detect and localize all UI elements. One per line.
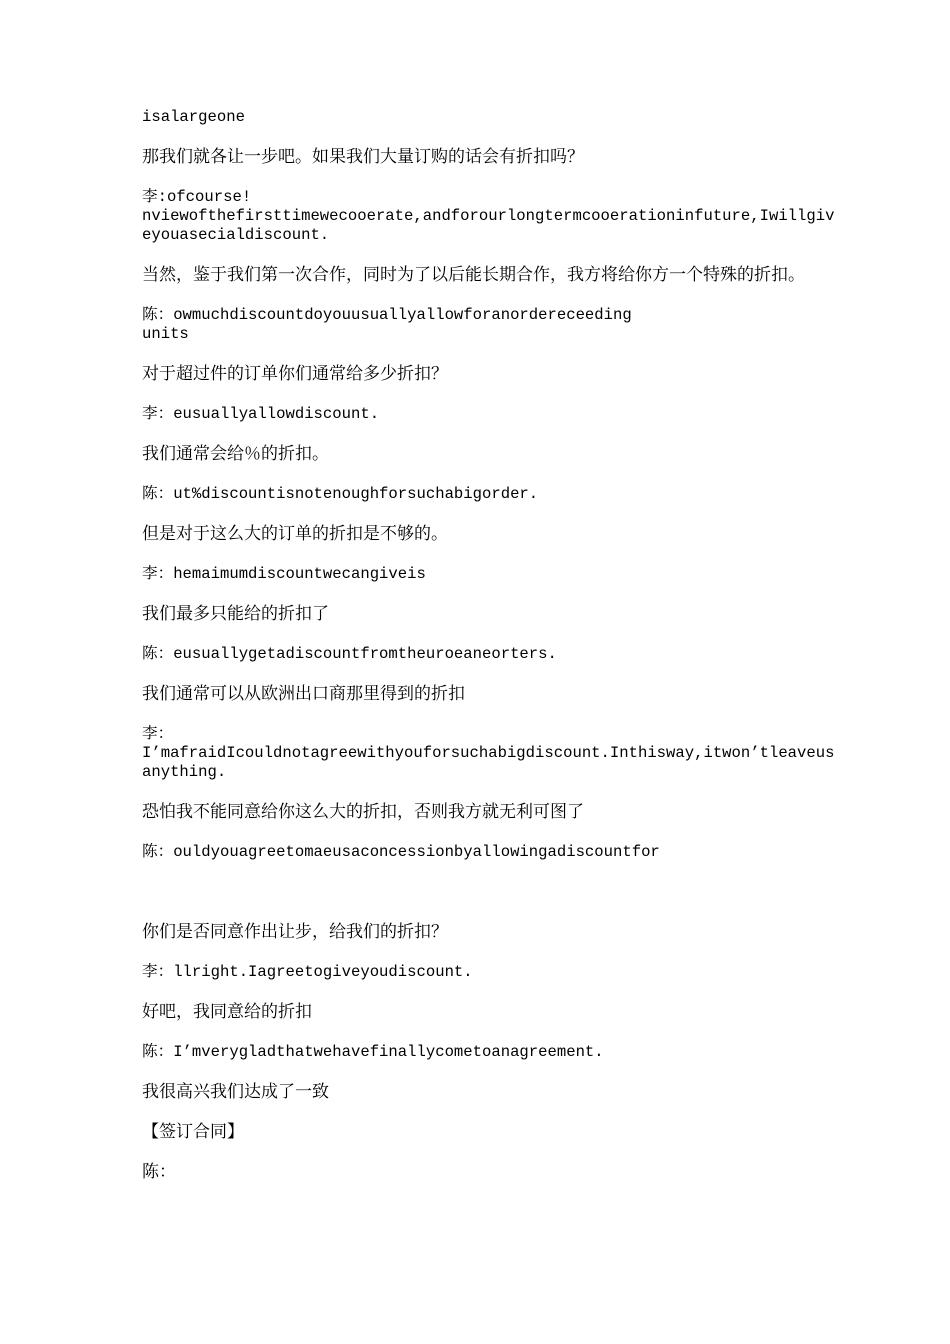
paragraph-14: 我们通常可以从欧洲出口商那里得到的折扣 <box>142 684 465 704</box>
paragraph-10: 但是对于这么大的订单的折扣是不够的。 <box>142 524 448 544</box>
paragraph-13: 陈：eusuallygetadiscountfromtheuroeaneorters. <box>142 645 557 663</box>
paragraph-12: 我们最多只能给的折扣了 <box>142 604 329 624</box>
section-heading-sign-contract: 【签订合同】 <box>142 1122 244 1142</box>
paragraph-18: 你们是否同意作出让步，给我们的折扣？ <box>142 922 448 942</box>
paragraph-11: 李：hemaimumdiscountwecangiveis <box>142 565 426 583</box>
paragraph-8: 我们通常会给％的折扣。 <box>142 444 329 464</box>
blank-line <box>142 883 842 923</box>
paragraph-17: 陈：ouldyouagreetomaeusaconcessionbyallowingadiscountfor <box>142 843 660 861</box>
document-body <box>142 108 842 1203</box>
paragraph-5: 陈：owmuchdiscountdoyouusuallyallowforanordereceeding units <box>142 306 632 343</box>
paragraph-4: 当然，鉴于我们第一次合作，同时为了以后能长期合作，我方将给你方一个特殊的折扣。 <box>142 265 805 285</box>
paragraph-20: 好吧，我同意给的折扣 <box>142 1002 312 1022</box>
paragraph-15: 李： I’mafraidIcouldnotagreewithyouforsuchabigdiscount.Inthisway,itwon’tleaveusanything. <box>142 725 835 781</box>
paragraph-6: 对于超过件的订单你们通常给多少折扣？ <box>142 364 448 384</box>
paragraph-24: 陈： <box>142 1162 176 1182</box>
paragraph-9: 陈：ut%discountisnotenoughforsuchabigorder. <box>142 485 539 503</box>
paragraph-22: 我很高兴我们达成了一致 <box>142 1082 329 1102</box>
paragraph-1: isalargeone <box>142 108 245 126</box>
paragraph-7: 李：eusuallyallowdiscount. <box>142 405 380 423</box>
paragraph-2: 那我们就各让一步吧。如果我们大量订购的话会有折扣吗？ <box>142 147 584 167</box>
paragraph-19: 李：llright.Iagreetogiveyoudiscount. <box>142 963 473 981</box>
paragraph-16: 恐怕我不能同意给你这么大的折扣，否则我方就无利可图了 <box>142 802 584 822</box>
paragraph-21: 陈：I’mverygladthatwehavefinallycometoanagreement. <box>142 1043 604 1061</box>
paragraph-3: 李:ofcourse! nviewofthefirsttimewecooerate,andforourlongtermcooerationinfuture,Iwillgiveyouasecialdiscount. <box>142 188 835 244</box>
